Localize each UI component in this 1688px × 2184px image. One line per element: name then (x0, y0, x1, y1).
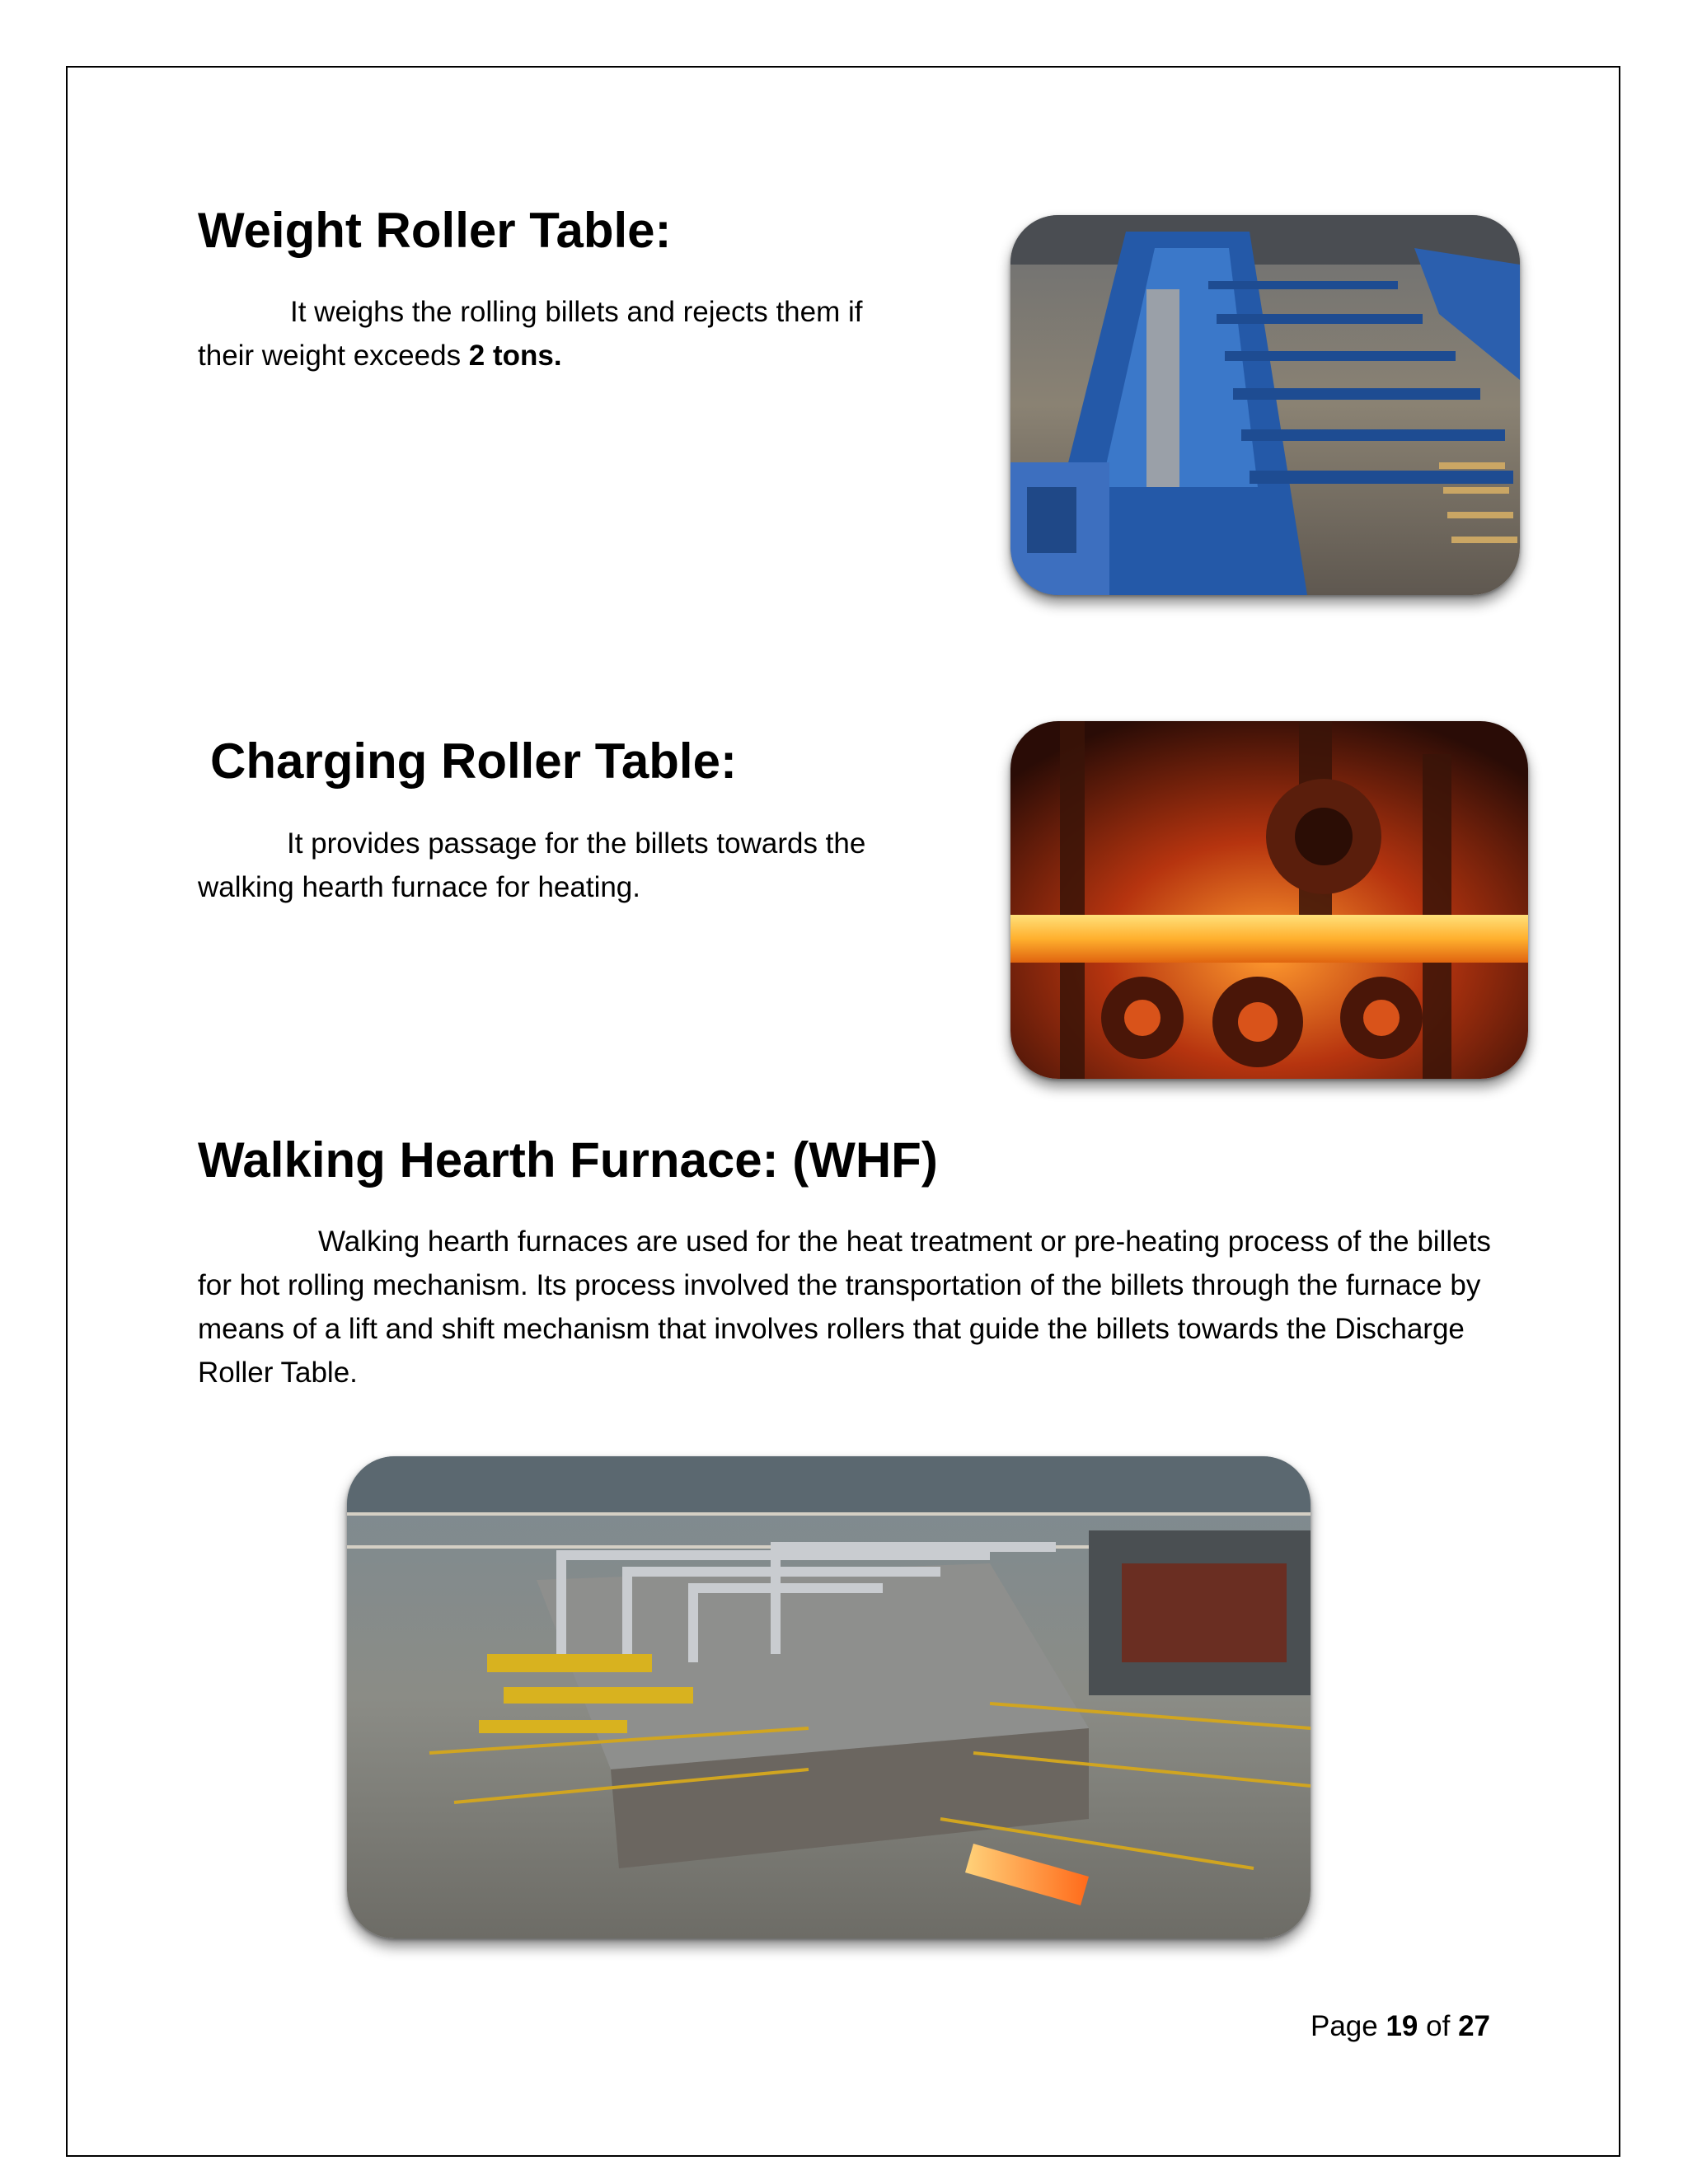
charging-roller-table-photo (1010, 721, 1528, 1079)
charging-roller-table-heading: Charging Roller Table: (210, 733, 737, 789)
weight-limit-value: 2 tons. (468, 340, 562, 372)
page-number-footer: Page 19 of 27 (1310, 2010, 1490, 2042)
weight-roller-table-photo (1010, 215, 1520, 595)
total-page-count: 27 (1458, 2010, 1490, 2042)
walking-hearth-furnace-photo (347, 1456, 1311, 1938)
weight-roller-table-text: It weighs the rolling billets and rejects them if their weight exceeds 2 tons. (198, 296, 863, 372)
walking-hearth-furnace-text: Walking hearth furnaces are used for the heat treatment or pre-heating process of the billets for hot rolling mechanism. Its process involved the transportation of the billets through the furnace by means of a lift and shift mechanism that involves rollers that guide the billets towards the Discharge Roller Table. (198, 1226, 1491, 1389)
weight-roller-table-heading: Weight Roller Table: (198, 203, 672, 258)
walking-hearth-furnace-heading: Walking Hearth Furnace: (WHF) (198, 1132, 938, 1188)
charging-roller-table-text: It provides passage for the billets towards the walking hearth furnace for heating. (198, 827, 866, 903)
current-page-number: 19 (1386, 2010, 1418, 2042)
